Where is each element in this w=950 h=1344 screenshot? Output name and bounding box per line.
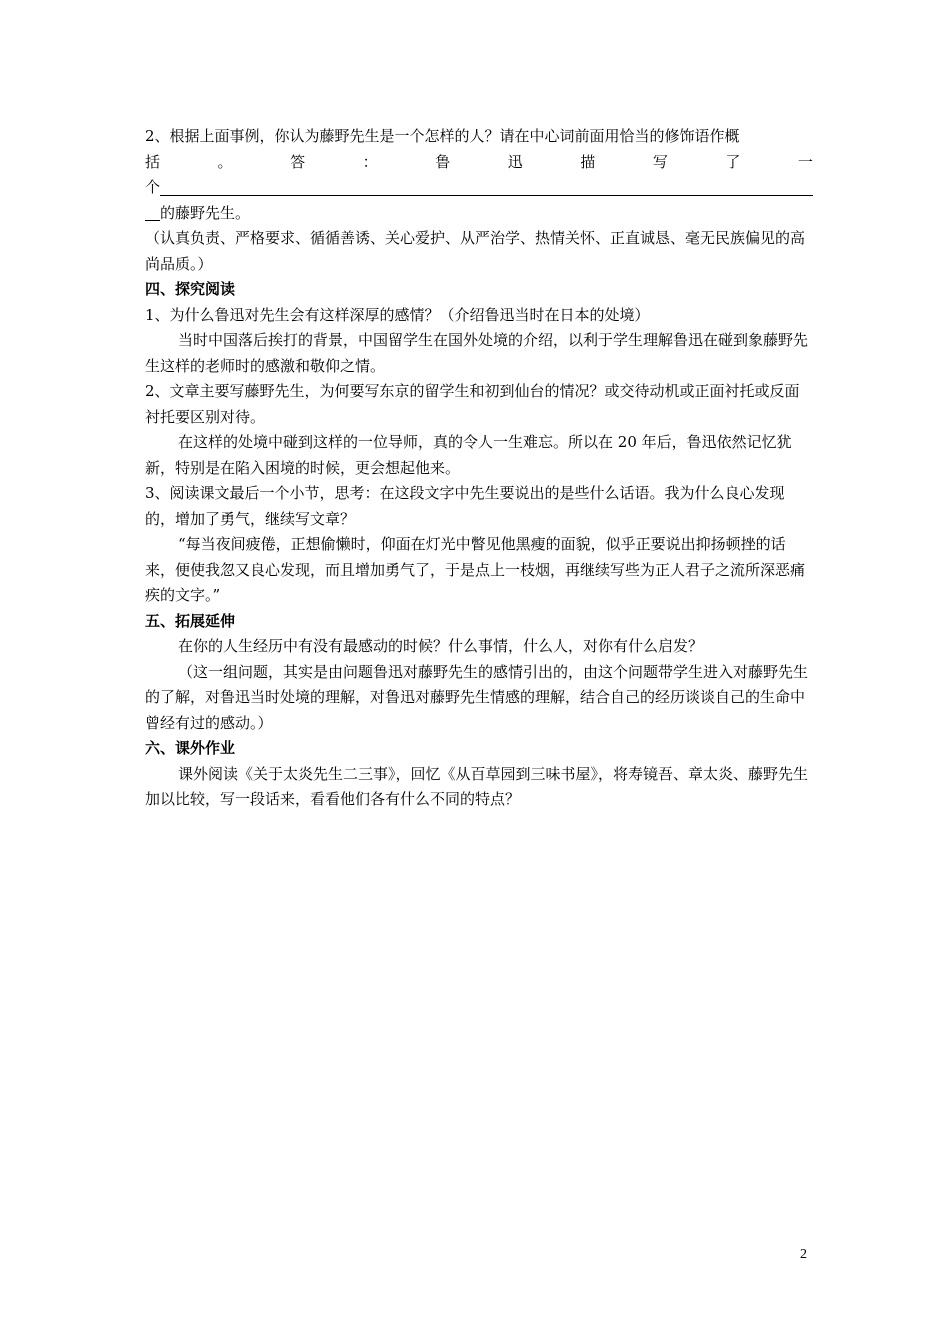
- q2-line2: [145, 150, 813, 176]
- q2-answer: （认真负责、严格要求、循循善诱、关心爱护、从严治学、热情关怀、正直诚恳、毫无民族偏见的高尚品质。）: [145, 229, 806, 273]
- page-number: 2: [800, 1247, 807, 1262]
- section4-a1: 当时中国落后挨打的背景，中国留学生在国外处境的介绍，以利于学生理解鲁迅在碰到象藤野先生这样的老师时的感激和敬仰之情。: [145, 331, 809, 375]
- section4-q2: 2、文章主要写藤野先生，为何要写东京的留学生和初到仙台的情况？或交待动机或正面衬托或反面衬托要区别对待。: [145, 382, 800, 426]
- q2-line4-text: 的藤野先生。: [160, 203, 251, 222]
- q2-char: ：: [362, 152, 378, 171]
- q2-char: 了: [725, 152, 741, 171]
- section5-question: 在你的人生经历中有没有最感动的时候？什么事情，什么人，对你有什么启发？: [178, 637, 704, 655]
- section5-heading: 五、拓展延伸: [145, 611, 236, 630]
- q2-char: 括: [145, 152, 161, 171]
- q2-blank-line: [145, 175, 813, 201]
- document-body: [145, 124, 813, 813]
- q2-char: 。: [217, 152, 233, 171]
- q2-char: 描: [580, 152, 596, 171]
- section4-q1: 1、为什么鲁迅对先生会有这样深厚的感情？（介绍鲁迅当时在日本的处境）: [145, 305, 650, 324]
- section6-heading: 六、课外作业: [145, 739, 236, 757]
- q2-char: 答: [290, 152, 306, 171]
- q2-line4: [145, 201, 813, 227]
- q2-char: 鲁: [435, 152, 451, 171]
- q2-char: 迅: [507, 152, 523, 171]
- q2-blank-prefix: 个: [145, 178, 161, 196]
- q2-char: 一: [797, 152, 813, 171]
- section5-note: （这一组问题，其实是由问题鲁迅对藤野先生的感情引出的，由这个问题带学生进入对藤野先生的了解，对鲁迅当时处境的理解，对鲁迅对藤野先生情感的理解，结合自己的经历谈谈自己的生命中曾经有过的感动。）: [145, 662, 809, 732]
- section4-a2: 在这样的处境中碰到这样的一位导师，真的令人一生难忘。所以在 20 年后，鲁迅依然记忆犹新，特别是在陷入困境的时候，更会想起他来。: [145, 433, 792, 477]
- section6-text: 课外阅读《关于太炎先生二三事》，回忆《从百草园到三味书屋》，将寿镜吾、章太炎、藤野先生加以比较，写一段话来，看看他们各有什么不同的特点？: [145, 764, 809, 808]
- section4-heading: 四、探究阅读: [145, 280, 236, 298]
- section4-q3: 3、阅读课文最后一个小节，思考：在这段文字中先生要说出的是些什么话语。我为什么良心发现的，增加了勇气，继续写文章？: [145, 484, 785, 528]
- q2-line1: 2、根据上面事例，你认为藤野先生是一个怎样的人？请在中心词前面用恰当的修饰语作概: [145, 127, 740, 145]
- fill-in-blank-end[interactable]: [145, 204, 160, 221]
- fill-in-blank[interactable]: [160, 179, 813, 196]
- section4-quote: “每当夜间疲倦，正想偷懒时，仰面在灯光中瞥见他黑瘦的面貌，似乎正要说出抑扬顿挫的话来，便使我忽又良心发现，而且增加勇气了，于是点上一枝烟，再继续写些为正人君子之流所深恶痛疾的文字。”: [145, 535, 806, 604]
- q2-char: 写: [652, 152, 668, 171]
